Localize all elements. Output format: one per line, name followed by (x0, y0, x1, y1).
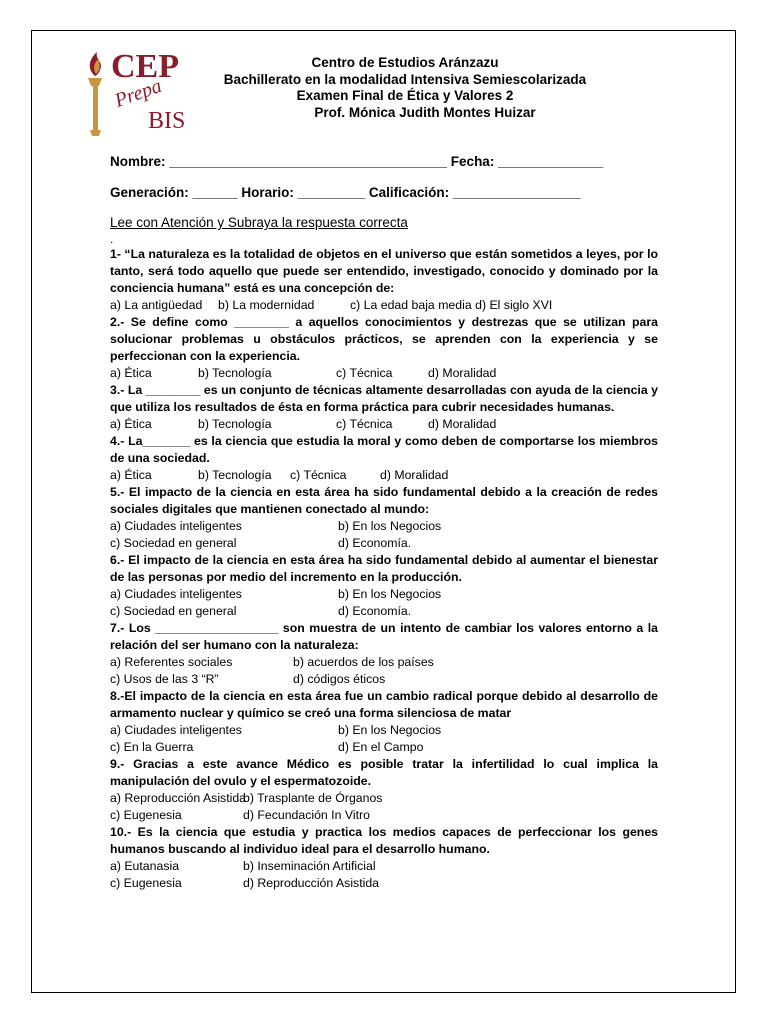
answer-option[interactable]: b) acuerdos de los países (293, 655, 434, 669)
stray-dot: . (110, 232, 114, 246)
question-list (110, 246, 658, 892)
question-4: 4.- La_______ es la ciencia que estudia la moral y como deben de comportarse los miembros de una sociedad. (110, 434, 658, 465)
answer-option[interactable]: b) Inseminación Artificial (243, 859, 376, 873)
answer-option[interactable]: d) códigos éticos (293, 672, 386, 686)
logo-prepa: Prepa (111, 74, 165, 112)
options-row (110, 858, 658, 875)
answer-option[interactable]: a) Ciudades inteligentes (110, 519, 242, 533)
question-1: 1- “La naturaleza es la totalidad de objetos en el universo que están sometidos a leyes, por lo tanto, será todo aquello que puede ser entendido, investigado, conocido y dominado por la conciencia humana” está es una concepción de: (110, 247, 658, 295)
answer-option[interactable]: b) En los Negocios (338, 519, 442, 533)
options-row (110, 467, 658, 484)
options-row (110, 586, 658, 603)
options-row (110, 722, 658, 739)
question-3: 3.- La ________ es un conjunto de técnicas altamente desarrolladas con ayuda de la ciencia y que utiliza los resultados de ésta en forma práctica para cubrir necesidades humanas. (110, 383, 658, 414)
answer-option[interactable]: c) Sociedad en general (110, 536, 237, 550)
instructions: Lee con Atención y Subraya la respuesta correcta (110, 215, 408, 230)
answer-option[interactable]: c) Sociedad en general (110, 604, 237, 618)
question-9: 9.- Gracias a este avance Médico es posible tratar la infertilidad lo cual implica la manipulación del ovulo y el espermatozoide. (110, 757, 658, 788)
options-row (110, 671, 658, 688)
professor-name: Prof. Mónica Judith Montes Huizar (314, 104, 536, 120)
options-row (110, 518, 658, 535)
answer-option[interactable]: c) Eugenesia (110, 808, 182, 822)
answer-option[interactable]: c) La edad baja media d) El siglo XVI (350, 298, 553, 312)
answer-option[interactable]: c) Usos de las 3 “R” (110, 672, 219, 686)
answer-option[interactable]: d) Fecundación In Vitro (243, 808, 370, 822)
answer-option[interactable]: a) Ciudades inteligentes (110, 723, 242, 737)
answer-option[interactable]: b) Trasplante de Órganos (243, 791, 383, 805)
options-row (110, 875, 658, 892)
options-row (110, 654, 658, 671)
answer-option[interactable]: c) Eugenesia (110, 876, 182, 890)
answer-option[interactable]: d) Economía. (338, 604, 412, 618)
program-name: Bachillerato en la modalidad Intensiva Semiescolarizada (223, 71, 587, 87)
answer-option[interactable]: d) Moralidad (380, 468, 449, 482)
question-6: 6.- El impacto de la ciencia en esta área ha sido fundamental debido al aumentar el bienestar de las personas por medio del incremento en la producción. (110, 553, 658, 584)
options-row (110, 790, 658, 807)
options-row (110, 807, 658, 824)
answer-option[interactable]: b) Tecnología (198, 417, 272, 431)
question-2: 2.- Se define como ________ a aquellos conocimientos y destrezas que se utilizan para solucionar problemas u obstáculos prácticos, se aprenden con la experiencia y se perfeccionan con la experiencia. (110, 315, 658, 363)
logo-bis: BIS (148, 108, 186, 134)
answer-option[interactable]: d) Moralidad (428, 417, 497, 431)
answer-option[interactable]: c) En la Guerra (110, 740, 194, 754)
answer-option[interactable]: b) La modernidad (218, 298, 315, 312)
generation-schedule-grade-row: Generación: ______ Horario: _________ Calificación: _________________ (110, 185, 581, 200)
answer-option[interactable]: d) Economía. (338, 536, 412, 550)
answer-option[interactable]: b) En los Negocios (338, 587, 442, 601)
answer-option[interactable]: b) Tecnología (198, 468, 272, 482)
answer-option[interactable]: a) Ética (110, 417, 152, 431)
answer-option[interactable]: a) Referentes sociales (110, 655, 233, 669)
answer-option[interactable]: b) Tecnología (198, 366, 272, 380)
answer-option[interactable]: d) Moralidad (428, 366, 497, 380)
question-7: 7.- Los __________________ son muestra de un intento de cambiar los valores entorno a la relación del ser humano con la naturaleza: (110, 621, 658, 652)
question-5: 5.- El impacto de la ciencia en esta área ha sido fundamental debido a la creación de redes sociales digitales que mantienen conectado al mundo: (110, 485, 658, 516)
exam-header (205, 55, 605, 121)
logo-brand: CEP (111, 48, 179, 85)
options-row (110, 297, 658, 314)
answer-option[interactable]: a) Ciudades inteligentes (110, 587, 242, 601)
answer-option[interactable]: b) En los Negocios (338, 723, 442, 737)
options-row (110, 416, 658, 433)
answer-option[interactable]: a) Reproducción Asistida (110, 791, 247, 805)
answer-option[interactable]: c) Técnica (336, 417, 393, 431)
exam-title: Examen Final de Ética y Valores 2 (296, 88, 514, 103)
options-row (110, 603, 658, 620)
answer-option[interactable]: a) La antigüedad (110, 298, 203, 312)
answer-option[interactable]: c) Técnica (290, 468, 347, 482)
options-row (110, 739, 658, 756)
options-row (110, 365, 658, 382)
name-date-row: Nombre: _____________________________________ Fecha: ______________ (110, 154, 604, 169)
answer-option[interactable]: c) Técnica (336, 366, 393, 380)
question-10: 10.- Es la ciencia que estudia y practica los medios capaces de perfeccionar los genes humanos buscando al individuo ideal para el desarrollo humano. (110, 825, 658, 856)
question-8: 8.-El impacto de la ciencia en esta área fue un cambio radical porque debido al desarrollo de armamento nuclear y químico se creó una forma silenciosa de matar (110, 689, 658, 720)
answer-option[interactable]: d) Reproducción Asistida (243, 876, 380, 890)
answer-option[interactable]: a) Ética (110, 468, 152, 482)
answer-option[interactable]: d) En el Campo (338, 740, 424, 754)
answer-option[interactable]: a) Eutanasia (110, 859, 180, 873)
options-row (110, 535, 658, 552)
answer-option[interactable]: a) Ética (110, 366, 152, 380)
cep-prepa-bis-logo (78, 46, 200, 138)
school-name: Centro de Estudios Aránzazu (311, 55, 499, 70)
